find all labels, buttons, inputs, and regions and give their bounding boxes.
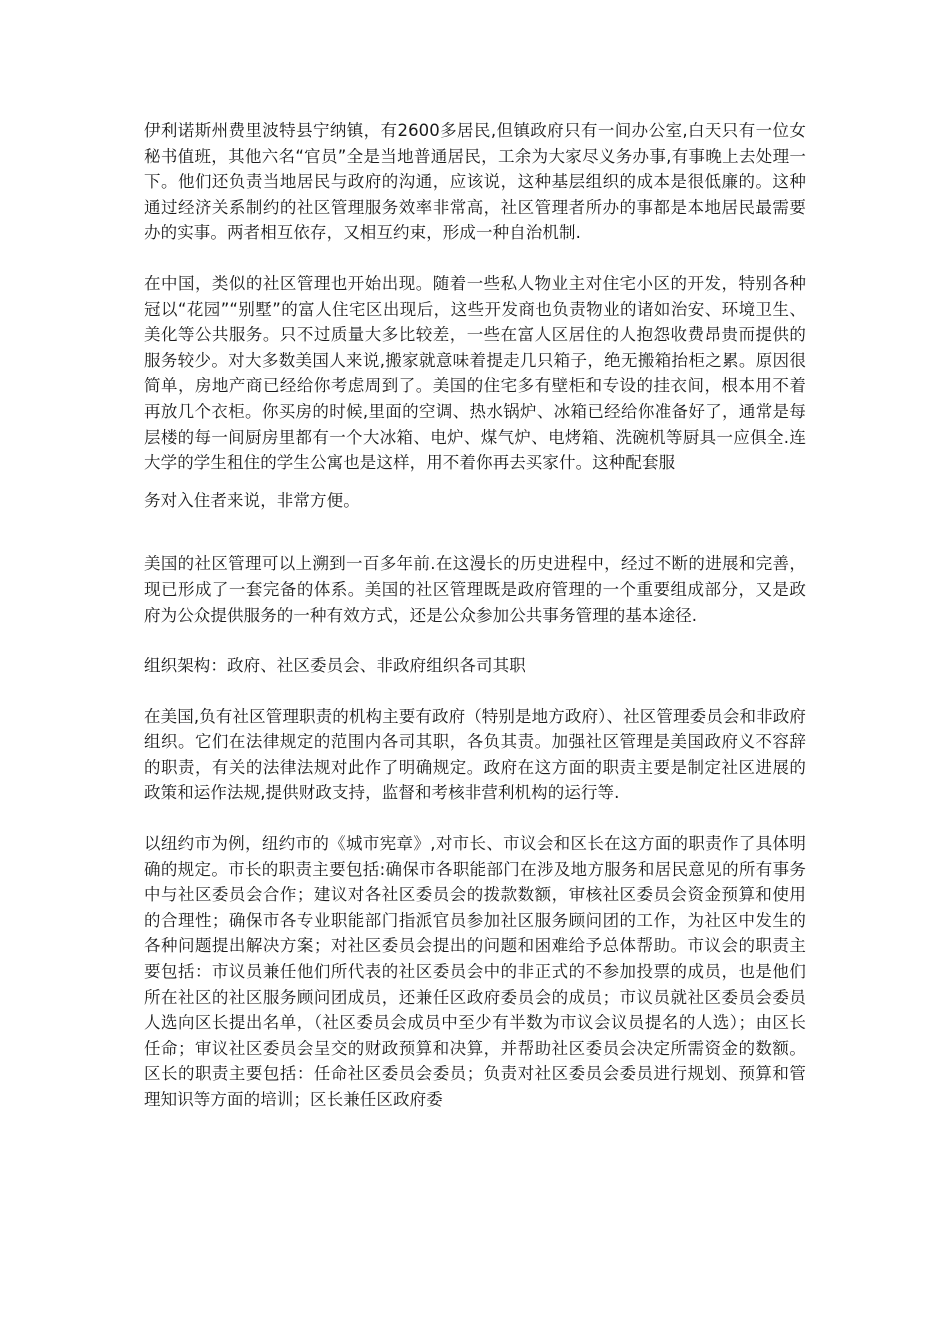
paragraph-new-york-example: 以纽约市为例，纽约市的《城市宪章》,对市长、市议会和区长在这方面的职责作了具体明确的规定。市长的职责主要包括:确保市各职能部门在涉及地方服务和居民意见的所有事务中与社区委员会合作；建议对各社区委员会的拨款数额，审核社区委员会资金预算和使用的合理性；确保市各专业职能部门指派官员参加社区服务顾问团的工作，为社区中发生的各种问题提出解决方案；对社区委员会提出的问题和困难给予总体帮助。市议会的职责主要包括：市议员兼任他们所代表的社区委员会中的非正式的不参加投票的成员，也是他们所在社区的社区服务顾问团成员，还兼任区政府委员会的成员；市议员就社区委员会委员人选向区长提出名单，（社区委员会成员中至少有半数为市议会议员提名的人选）；由区长任命；审议社区委员会呈交的财政预算和决算，并帮助社区委员会决定所需资金的数额。区长的职责主要包括：任命社区委员会委员；负责对社区委员会委员进行规划、预算和管理知识等方面的培训；区长兼任区政府委 bbox=[144, 834, 806, 1109]
section-heading-structure: 组织架构：政府、社区委员会、非政府组织各司其职 bbox=[144, 656, 526, 676]
paragraph-continuation: 务对入住者来说，非常方便。 bbox=[144, 490, 360, 510]
paragraph-us-history: 美国的社区管理可以上溯到一百多年前.在这漫长的历史进程中，经过不断的进展和完善，现已形成了一套完备的体系。美国的社区管理既是政府管理的一个重要组成部分，又是政府为公众提供服务的一种有效方式，还是公众参加公共事务管理的基本途径. bbox=[144, 554, 806, 625]
document-body bbox=[144, 118, 806, 1113]
paragraph-institutions: 在美国,负有社区管理职责的机构主要有政府（特别是地方政府）、社区管理委员会和非政府组织。它们在法律规定的范围内各司其职，各负其责。加强社区管理是美国政府义不容辞的职责，有关的法律法规对此作了明确规定。政府在这方面的职责主要是制定社区进展的政策和运作法规,提供财政支持，监督和考核非营利机构的运行等. bbox=[144, 706, 806, 803]
paragraph-ninabo-town: 伊利诺斯州费里波特县宁纳镇，有2600多居民,但镇政府只有一间办公室,白天只有一位女秘书值班，其他六名“官员”全是当地普通居民，工余为大家尽义务办事,有事晚上去处理一下。他们还负责当地居民与政府的沟通，应该说，这种基层组织的成本是很低廉的。这种通过经济关系制约的社区管理服务效率非常高，社区管理者所办的事都是本地居民最需要办的实事。两者相互依存，又相互约束，形成一种自治机制. bbox=[144, 121, 806, 243]
paragraph-china-community: 在中国，类似的社区管理也开始出现。随着一些私人物业主对住宅小区的开发，特别各种冠以“花园”“别墅”的富人住宅区出现后，这些开发商也负责物业的诸如治安、环境卫生、美化等公共服务。只不过质量大多比较差，一些在富人区居住的人抱怨收费昂贵而提供的服务较少。对大多数美国人来说,搬家就意味着提走几只箱子，绝无搬箱抬柜之累。原因很简单，房地产商已经给你考虑周到了。美国的住宅多有壁柜和专设的挂衣间，根本用不着再放几个衣柜。你买房的时候,里面的空调、热水锅炉、冰箱已经给你准备好了，通常是每层楼的每一间厨房里都有一个大冰箱、电炉、煤气炉、电烤箱、洗碗机等厨具一应俱全.连大学的学生租住的学生公寓也是这样，用不着你再去买家什。这种配套服 bbox=[144, 273, 806, 473]
